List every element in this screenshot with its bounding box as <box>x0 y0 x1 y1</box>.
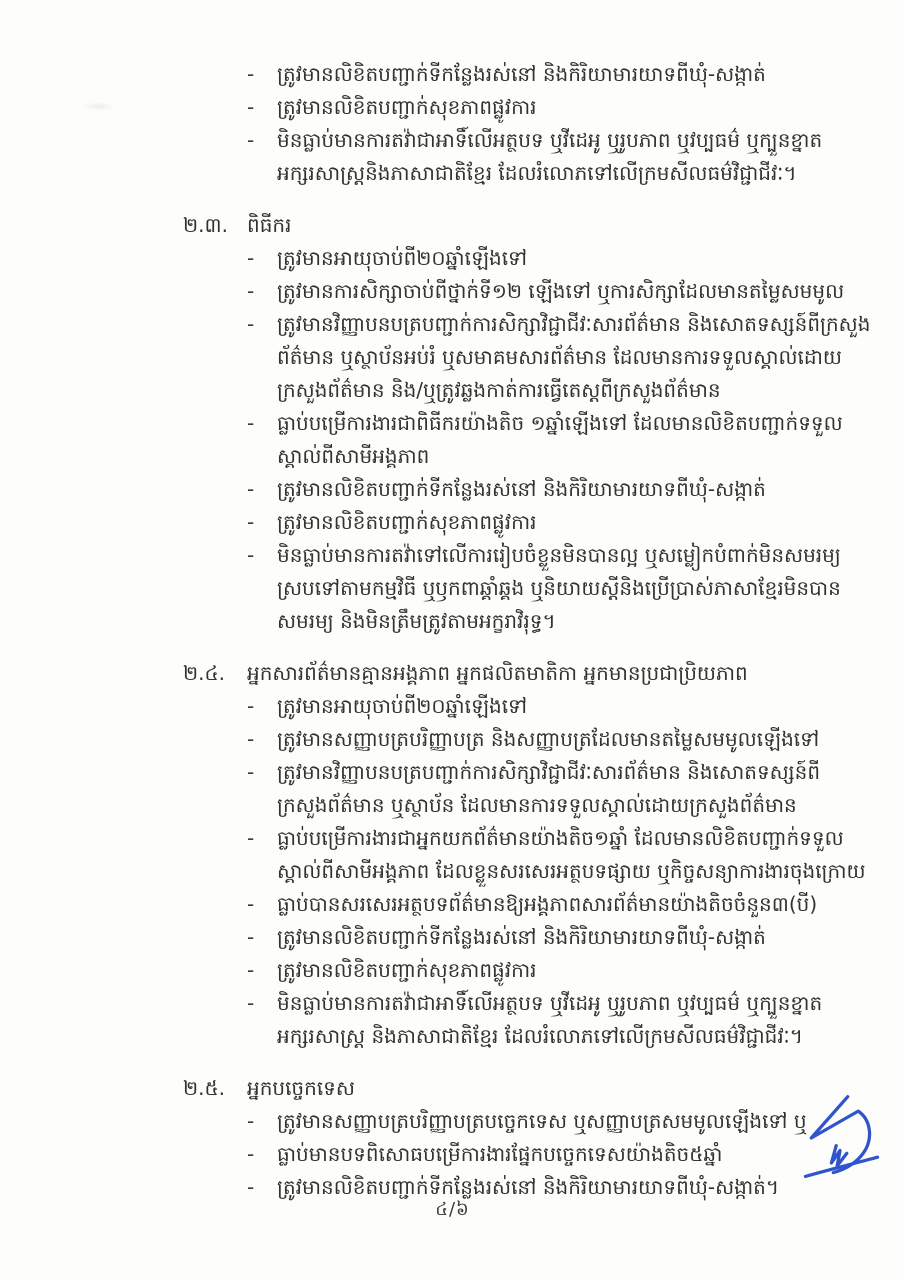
list-item <box>247 58 883 91</box>
list-item <box>247 690 883 723</box>
list-item <box>247 407 883 473</box>
list-item <box>247 124 883 190</box>
bullet-dash: - <box>247 1175 255 1199</box>
bullet-dash: - <box>247 826 255 850</box>
section-bullet-list <box>183 242 883 638</box>
section-bullet-list <box>183 1105 883 1204</box>
section-heading <box>183 1072 883 1105</box>
bullet-dash: - <box>247 477 255 501</box>
bullet-dash: - <box>247 958 255 982</box>
page-number: ៤/៦ <box>435 1199 470 1220</box>
bullet-line: ស្របទៅតាមកម្មវិធី ឬឫកពាឆ្គាំឆ្គង ឬនិយាយស្ដីនិងប្រើប្រាស់ភាសាខ្មែរមិនបាន <box>277 576 841 600</box>
bullet-line: ត្រូវមានវិញ្ញាបនបត្របញ្ជាក់ការសិក្សាវិជ្ជាជីវៈសារព័ត៌មាន និងសោតទស្សន៍ពី <box>277 760 821 784</box>
bullet-line: ត្រូវមានវិញ្ញាបនបត្របញ្ជាក់ការសិក្សាវិជ្ជាជីវៈសារព័ត៌មាន និងសោតទស្សន៍ពីក្រសួង <box>277 312 871 336</box>
bullet-dash: - <box>247 1142 255 1166</box>
bullet-line: ក្រសួងព័ត៌មាន ឬស្ថាប័ន ដែលមានការទទួលស្គាល់ដោយក្រសួងព័ត៌មាន <box>277 793 797 817</box>
list-item <box>247 921 883 954</box>
section-2-3 <box>183 209 883 638</box>
bullet-line: ធ្លាប់បម្រើការងារជាអ្នកយកព័ត៌មានយ៉ាងតិច១ឆ្នាំ ដែលមានលិខិតបញ្ជាក់ទទួល <box>277 826 844 850</box>
bullet-dash: - <box>247 543 255 567</box>
section-2-4 <box>183 657 883 1053</box>
section-number: ២.៤. <box>183 661 226 685</box>
bullet-dash: - <box>247 760 255 784</box>
bullet-dash: - <box>247 892 255 916</box>
bullet-line: ត្រូវមានសញ្ញាបត្របរិញ្ញាបត្រ និងសញ្ញាបត្រដែលមានតម្លៃសមមូលឡើងទៅ <box>277 727 820 751</box>
list-item <box>247 506 883 539</box>
list-item <box>247 723 883 756</box>
bullet-line: អក្សរសាស្ត្រនិងភាសាជាតិខ្មែរ ដែលរំលោភទៅលើក្រមសីលធម៌វិជ្ជាជីវៈ។ <box>277 161 797 185</box>
bullet-dash: - <box>247 727 255 751</box>
bullet-line: មិនធ្លាប់មានការតវ៉ាជាអាទិ៍លើអត្ថបទ ឬវីដេអូ ឬរូបភាព ឬវប្បធម៌ ឬក្បួនខ្នាត <box>277 128 823 152</box>
bullet-line: ត្រូវមានសញ្ញាបត្របរិញ្ញាបត្របច្ចេកទេស ឬសញ្ញាបត្រសមមូលឡើងទៅ ឬ <box>277 1109 807 1133</box>
bullet-line: ត្រូវមានអាយុចាប់ពី២០ឆ្នាំឡើងទៅ <box>277 694 528 718</box>
intro-bullet-list <box>183 58 883 190</box>
list-item <box>247 987 883 1053</box>
bullet-line: ត្រូវមានលិខិតបញ្ជាក់ទីកន្លែងរស់នៅ និងកិរិយាមារយាទពីឃុំ-សង្កាត់ <box>277 62 766 86</box>
bullet-line: ត្រូវមានការសិក្សាចាប់ពីថ្នាក់ទី១២ ឡើងទៅ ឬការសិក្សាដែលមានតម្លៃសមមូល <box>277 279 845 303</box>
bullet-dash: - <box>247 95 255 119</box>
section-title: ពិធីករ <box>247 213 292 237</box>
list-item <box>247 822 883 888</box>
bullet-line: ត្រូវមានលិខិតបញ្ជាក់សុខភាពផ្លូវការ <box>277 95 537 119</box>
list-item <box>247 888 883 921</box>
section-2-5 <box>183 1072 883 1204</box>
bullet-line: ត្រូវមានលិខិតបញ្ជាក់ទីកន្លែងរស់នៅ និងកិរិយាមារយាទពីឃុំ-សង្កាត់។ <box>277 1175 780 1199</box>
list-item <box>247 756 883 822</box>
section-title: អ្នកសារព័ត៌មានគ្មានអង្គភាព អ្នកផលិតមាតិកា អ្នកមានប្រជាប្រិយភាព <box>247 661 748 685</box>
section-number: ២.៣. <box>183 213 228 237</box>
bullet-line: ត្រូវមានលិខិតបញ្ជាក់ទីកន្លែងរស់នៅ និងកិរិយាមារយាទពីឃុំ-សង្កាត់ <box>277 925 766 949</box>
bullet-dash: - <box>247 1109 255 1133</box>
list-item <box>247 275 883 308</box>
bullet-line: មិនធ្លាប់មានការតវ៉ាជាអាទិ៍លើអត្ថបទ ឬវីដេអូ ឬរូបភាព ឬវប្បធម៌ ឬក្បួនខ្នាត <box>277 991 823 1015</box>
section-heading <box>183 209 883 242</box>
signature-icon <box>793 1090 889 1186</box>
bullet-dash: - <box>247 246 255 270</box>
list-item <box>247 1138 883 1171</box>
bullet-dash: - <box>247 694 255 718</box>
list-item <box>247 539 883 638</box>
bullet-dash: - <box>247 510 255 534</box>
bullet-line: មិនធ្លាប់មានការតវ៉ាទៅលើការរៀបចំខ្លួនមិនបានល្អ ឬសម្លៀកបំពាក់មិនសមរម្យ <box>277 543 841 567</box>
bullet-dash: - <box>247 925 255 949</box>
section-title: អ្នកបច្ចេកទេស <box>247 1076 355 1100</box>
bullet-dash: - <box>247 411 255 435</box>
bullet-line: ត្រូវមានលិខិតបញ្ជាក់ទីកន្លែងរស់នៅ និងកិរិយាមារយាទពីឃុំ-សង្កាត់ <box>277 477 766 501</box>
bullet-line: ធ្លាប់បានសរសេរអត្ថបទព័ត៌មានឱ្យអង្គភាពសារព័ត៌មានយ៉ាងតិចចំនួន៣(បី) <box>277 892 818 916</box>
bullet-line: ស្គាល់ពីសាមីអង្គភាព <box>277 444 430 468</box>
list-item <box>247 91 883 124</box>
bullet-line: អក្សរសាស្ត្រ និងភាសាជាតិខ្មែរ ដែលរំលោភទៅលើក្រមសីលធម៌វិជ្ជាជីវៈ។ <box>277 1024 803 1048</box>
list-item <box>247 242 883 275</box>
bullet-line: ត្រូវមានអាយុចាប់ពី២០ឆ្នាំឡើងទៅ <box>277 246 528 270</box>
bullet-dash: - <box>247 991 255 1015</box>
bullet-line: ស្គាល់ពីសាមីអង្គភាព ដែលខ្លួនសរសេរអត្ថបទផ្សាយ ឬកិច្ចសន្យាការងារចុងក្រោយ <box>277 859 866 883</box>
list-item <box>247 954 883 987</box>
scan-smudge <box>82 102 116 111</box>
bullet-dash: - <box>247 312 255 336</box>
bullet-line: ធ្លាប់មានបទពិសោធបម្រើការងារផ្នែកបច្ចេកទេសយ៉ាងតិច៥ឆ្នាំ <box>277 1142 723 1166</box>
section-bullet-list <box>183 690 883 1053</box>
bullet-line: ព័ត៌មាន ឬស្ថាប័នអប់រំ ឬសមាគមសារព័ត៌មាន ដែលមានការទទួលស្គាល់ដោយ <box>277 345 842 369</box>
bullet-dash: - <box>247 62 255 86</box>
bullet-line: ក្រសួងព័ត៌មាន និង/ឬត្រូវឆ្លងកាត់ការធ្វើតេស្តពីក្រសួងព័ត៌មាន <box>277 378 721 402</box>
bullet-dash: - <box>247 279 255 303</box>
bullet-line: សមរម្យ និងមិនត្រឹមត្រូវតាមអក្ខរាវិរុទ្ធ។ <box>277 609 556 633</box>
section-heading <box>183 657 883 690</box>
bullet-line: ត្រូវមានលិខិតបញ្ជាក់សុខភាពផ្លូវការ <box>277 958 537 982</box>
section-number: ២.៥. <box>183 1076 226 1100</box>
document-body <box>183 58 883 1204</box>
list-item <box>247 1105 883 1138</box>
bullet-dash: - <box>247 128 255 152</box>
list-item <box>247 473 883 506</box>
list-item <box>247 308 883 407</box>
bullet-line: ត្រូវមានលិខិតបញ្ជាក់សុខភាពផ្លូវការ <box>277 510 537 534</box>
bullet-line: ធ្លាប់បម្រើការងារជាពិធីករយ៉ាងតិច ១ឆ្នាំឡើងទៅ ដែលមានលិខិតបញ្ជាក់ទទួល <box>277 411 843 435</box>
